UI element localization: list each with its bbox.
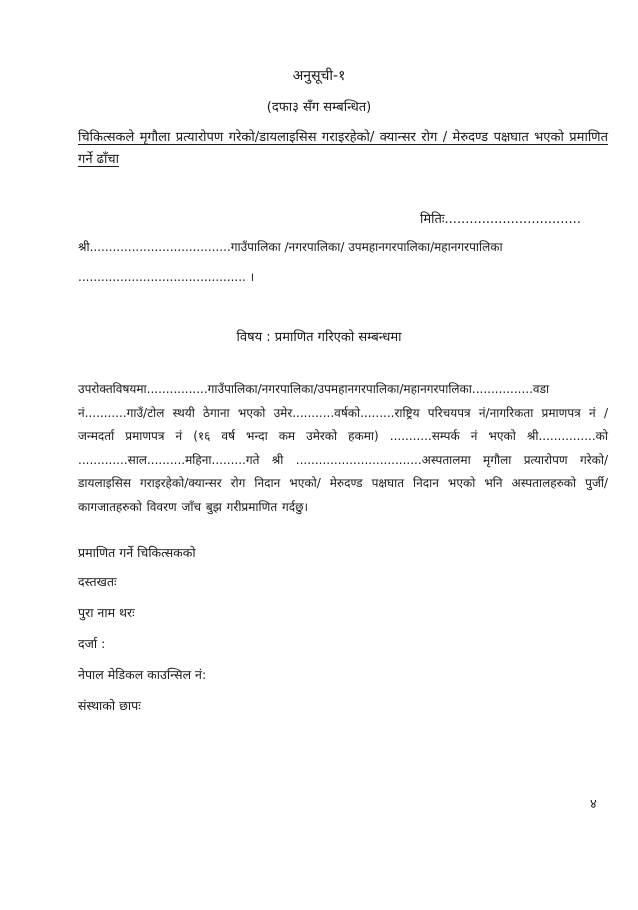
address-line-2: ............................................ । bbox=[78, 270, 255, 284]
annex-subtitle: (दफा३ सँग सम्बन्धित) bbox=[266, 100, 372, 115]
subject-line: विषय : प्रमाणित गरिएको सम्बन्धमा bbox=[236, 330, 402, 345]
signature-field: दस्तखतः bbox=[78, 574, 117, 589]
full-name-field: पुरा नाम थरः bbox=[78, 605, 135, 620]
address-line-1: श्री.....................................गाउँपालिका /नगरपालिका/ उपमहानगरपालिका/महानगरपालिका bbox=[78, 240, 503, 254]
institution-stamp-field: संस्थाको छापः bbox=[78, 698, 141, 713]
body-paragraph: उपरोक्तविषयमा................गाउँपालिका/नगरपालिका/उपमहानगरपालिका/महानगरपालिका................वडा नं...........गाउँ/टोल स्थयी ठेगाना भएको उमेर...........वर्षको.........राष्ट्रिय परिचयपत्र नं/नागरिकता प्रमाणपत्र नं / जन्मदर्ता प्रमाणपत्र नं (१६ वर्ष भन्दा कम उमेरको हकमा) ...........सम्पर्क नं भएको श्री...............को .............साल..........महिना.........गते श्री .................................अस्पतालमा मृगौला प्रत्यारोपण गरेको/डायलाइसिस गराइरहेको/क्यान्सर रोग निदान भएको/ मेरुदण्ड पक्षघात निदान भएको भनि अस्पतालहरुको पुर्जी/ कागजातहरुको विवरण जाँच बुझ गरीप्रमाणित गर्दछु। bbox=[78, 382, 608, 514]
date-field: मितिः................................. bbox=[420, 212, 581, 227]
page-number: ४ bbox=[590, 797, 597, 812]
annex-title: अनुसूची-१ bbox=[292, 68, 346, 84]
signature-title: प्रमाणित गर्ने चिकित्सकको bbox=[78, 545, 196, 560]
form-heading: चिकित्सकले मृगौला प्रत्यारोपण गरेको/डायलाइसिस गराइरहेको/ क्यान्सर रोग / मेरुदण्ड पक्षघात भएको प्रमाणित गर्ने ढाँचा bbox=[78, 130, 608, 167]
nmc-number-field: नेपाल मेडिकल काउन्सिल नं: bbox=[78, 667, 207, 682]
designation-field: दर्जा : bbox=[78, 636, 106, 651]
